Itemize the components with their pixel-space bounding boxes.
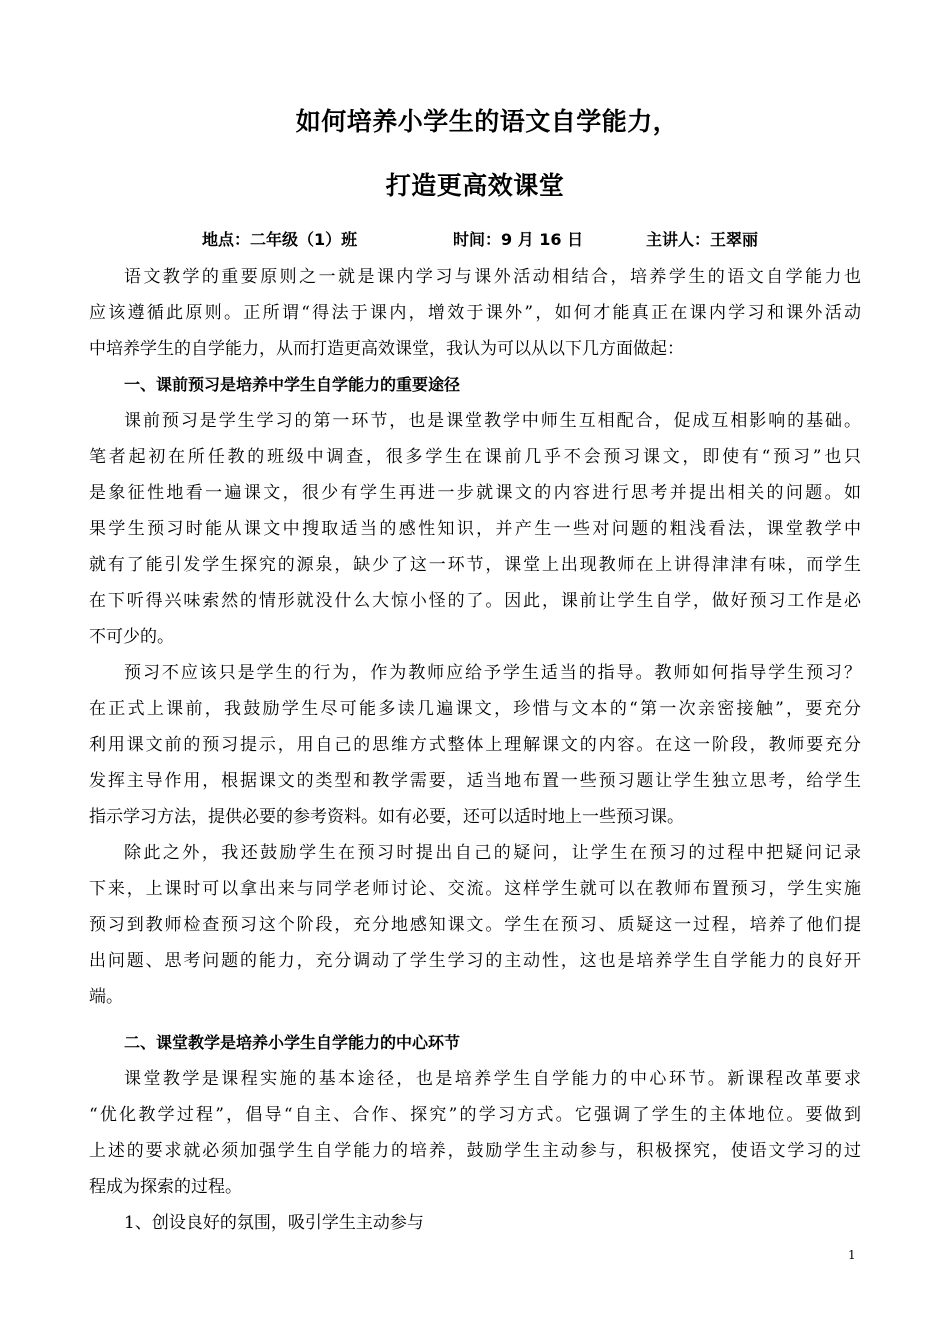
text-line: 预习不应该只是学生的行为，作为教师应给予学生适当的指导。教师如何指导学生预习？ [124,663,861,683]
text-line: 课前预习是学生学习的第一环节，也是课堂教学中师生互相配合，促成互相影响的基础。 [124,411,861,431]
document-title-line-1: 如何培养小学生的语文自学能力， [295,107,679,136]
lecture-info [0,227,950,253]
lecture-speaker: 主讲人：王翠丽 [646,230,759,249]
text-line: 中培养学生的自学能力，从而打造更高效课堂，我认为可以从以下几方面做起： [89,339,684,359]
text-line: 下来，上课时可以拿出来与同学老师讨论、交流。这样学生就可以在教师布置预习，学生实施 [89,879,861,899]
text-line: 课堂教学是课程实施的基本途径，也是培养学生自学能力的中心环节。新课程改革要求 [124,1069,861,1089]
lecture-time: 时间：9 月 16 日 [453,230,584,249]
section-heading-2: 二、课堂教学是培养小学生自学能力的中心环节 [124,1033,461,1052]
text-line: 笔者起初在所任教的班级中调查，很多学生在课前几乎不会预习课文，即使有“预习”也只 [89,447,861,467]
text-line: 程成为探索的过程。 [89,1177,242,1197]
page-number: 1 [848,1248,856,1262]
text-line: 就有了能引发学生探究的源泉，缺少了这一环节，课堂上出现教师在上讲得津津有味，而学生 [89,555,861,575]
subsection-heading-1: 1、创设良好的氛围，吸引学生主动参与 [124,1213,424,1233]
text-line: 利用课文前的预习提示，用自己的思维方式整体上理解课文的内容。在这一阶段，教师要充分 [89,735,861,755]
text-line: 除此之外，我还鼓励学生在预习时提出自己的疑问，让学生在预习的过程中把疑问记录 [124,843,861,863]
text-line: 语文教学的重要原则之一就是课内学习与课外活动相结合，培养学生的语文自学能力也 [124,267,861,287]
text-line: 上述的要求就必须加强学生自学能力的培养，鼓励学生主动参与，积极探究，使语文学习的过 [89,1141,861,1161]
text-line: 指示学习方法，提供必要的参考资料。如有必要，还可以适时地上一些预习课。 [89,807,684,827]
text-line: 出问题、思考问题的能力，充分调动了学生学习的主动性，这也是培养学生自学能力的良好开 [89,951,861,971]
text-line: 端。 [89,987,123,1007]
text-line: 果学生预习时能从课文中搜取适当的感性知识，并产生一些对问题的粗浅看法，课堂教学中 [89,519,861,539]
section-heading-1: 一、课前预习是培养中学生自学能力的重要途径 [124,375,461,394]
text-line: 预习到教师检查预习这个阶段，充分地感知课文。学生在预习、质疑这一过程，培养了他们提 [89,915,861,935]
text-line: 在正式上课前，我鼓励学生尽可能多读几遍课文，珍惜与文本的“第一次亲密接触”，要充分 [89,699,861,719]
text-line: 是象征性地看一遍课文，很少有学生再进一步就课文的内容进行思考并提出相关的问题。如 [89,483,861,503]
text-line: 应该遵循此原则。正所谓“得法于课内，增效于课外”，如何才能真正在课内学习和课外活动 [89,303,861,323]
text-line: 不可少的。 [89,627,174,647]
text-line: “优化教学过程”，倡导“自主、合作、探究”的学习方式。它强调了学生的主体地位。要做到 [89,1105,861,1125]
document-title-line-2: 打造更高效课堂 [385,171,565,200]
text-line: 发挥主导作用，根据课文的类型和教学需要，适当地布置一些预习题让学生独立思考，给学生 [89,771,861,791]
lecture-place: 地点：二年级（1）班 [202,230,358,249]
text-line: 在下听得兴味索然的情形就没什么大惊小怪的了。因此，课前让学生自学，做好预习工作是必 [89,591,861,611]
